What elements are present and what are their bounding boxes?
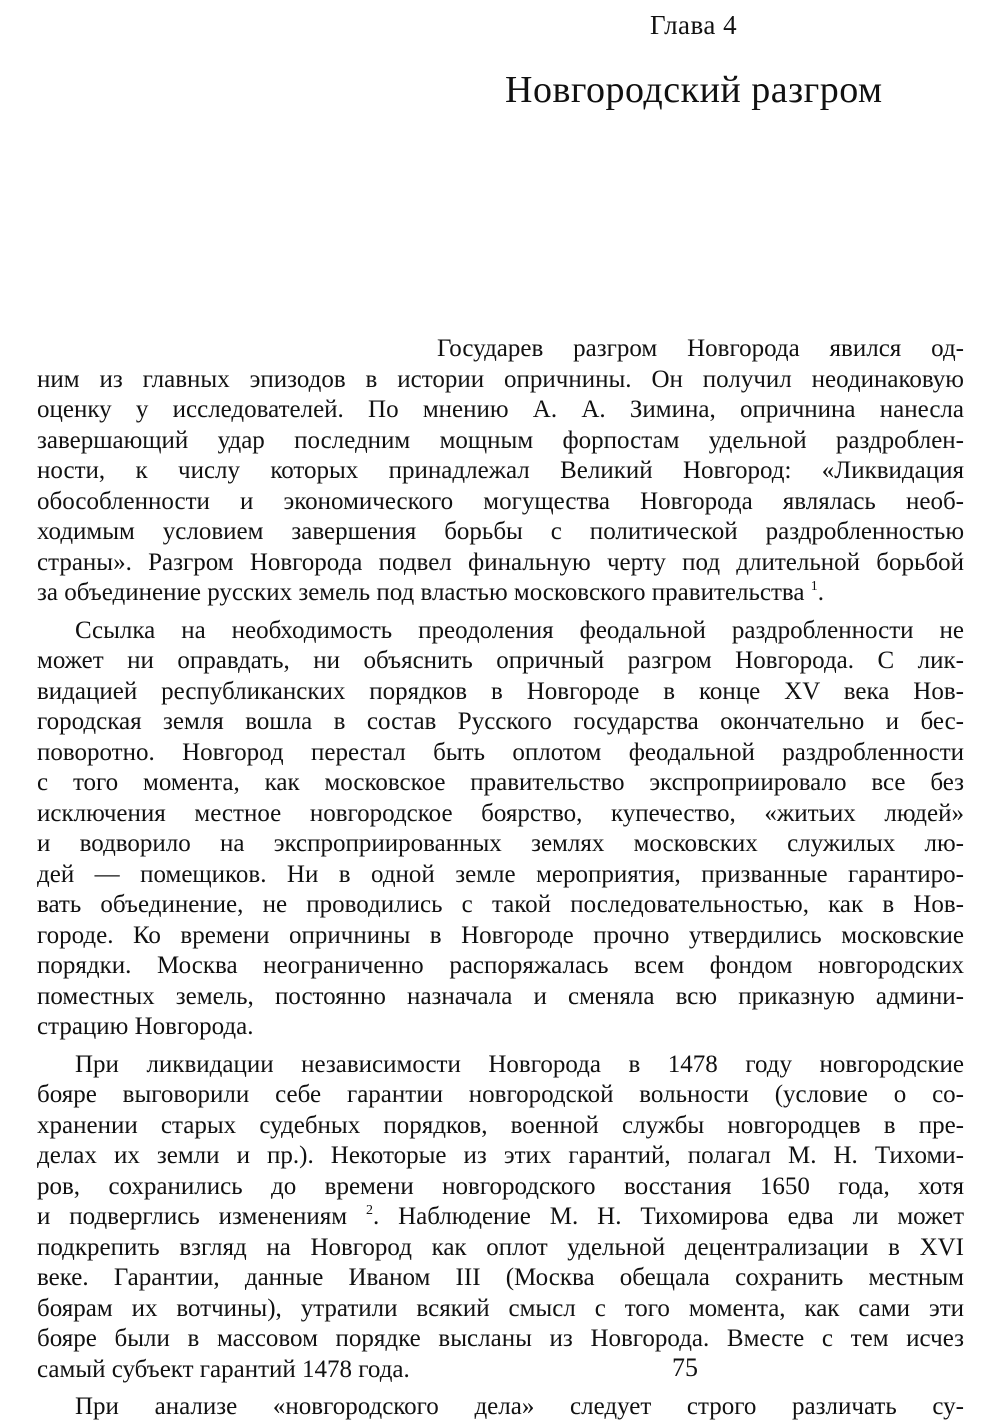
text-line: оценку у исследователей. По мнению А. А. Зимина, опричнина нанесла bbox=[37, 396, 964, 423]
text-line: делах их земли и пр.). Некоторые из этих гарантий, полагал М. Н. Тихоми- bbox=[37, 1142, 964, 1169]
text-line: и водворило на экспроприированных землях московских служилых лю- bbox=[37, 830, 964, 857]
paragraph-gap bbox=[37, 1385, 964, 1392]
text-line: ров, сохранились до времени новгородского восстания 1650 года, хотя bbox=[37, 1172, 964, 1200]
chapter-title: Новгородский разгром bbox=[505, 69, 883, 111]
text-fragment: за объединение русских земель под властью московского правительства bbox=[37, 579, 805, 606]
text-line: городе. Ко времени опричнины в Новгороде прочно утвердились московские bbox=[37, 921, 964, 949]
text-line: может ни оправдать, ни объяснить опричный разгром Новгорода. С лик- bbox=[37, 647, 964, 674]
text-line: бояре выговорили себе гарантии новгородской вольности (условие о со- bbox=[37, 1081, 964, 1108]
text-line: самый субъект гарантий 1478 года. bbox=[37, 1355, 410, 1383]
text-line: страцию Новгорода. bbox=[37, 1013, 254, 1040]
text-line: видацией республиканских порядков в Новгороде в конце XV века Нов- bbox=[37, 677, 964, 705]
paragraph-gap bbox=[37, 609, 964, 616]
text-line: При анализе «новгородского дела» следует строго различать су- bbox=[75, 1393, 964, 1420]
text-line: ним из главных эпизодов в истории опричнины. Он получил неодинаковую bbox=[37, 365, 964, 393]
text-fragment: . Наблюдение М. Н. Тихомирова едва ли может bbox=[372, 1203, 965, 1230]
text-line: подкрепить взгляд на Новгород как оплот удельной децентрализации в XVI bbox=[37, 1233, 964, 1261]
text-line: поворотно. Новгород перестал быть оплотом феодальной раздробленности bbox=[37, 738, 964, 766]
text-line: При ликвидации независимости Новгорода в 1478 году новгородские bbox=[75, 1050, 964, 1078]
text-line: дей — помещиков. Ни в одной земле мероприятия, призванные гарантиро- bbox=[37, 860, 964, 888]
text-line: хранении старых судебных порядков, военной службы новгородцев в пре- bbox=[37, 1111, 964, 1139]
text-fragment: и подверглись изменениям bbox=[37, 1203, 348, 1230]
text-line: ходимым условием завершения борьбы с политической раздробленностью bbox=[37, 518, 964, 545]
text-line: городская земля вошла в состав Русского государства окончательно и бес- bbox=[37, 708, 964, 735]
footnote-marker: 1 bbox=[810, 579, 818, 594]
text-line: поместных земель, постоянно назначала и сменяла всю приказную админи- bbox=[37, 982, 964, 1010]
chapter-label: Глава 4 bbox=[650, 10, 738, 40]
page-number: 75 bbox=[672, 1353, 698, 1382]
text-line: веке. Гарантии, данные Иваном III (Москва обещала сохранить местным bbox=[37, 1264, 964, 1291]
text-line: ности, к числу которых принадлежал Великий Новгород: «Ликвидация bbox=[37, 457, 964, 484]
text-line: Государев разгром Новгорода явился од- bbox=[437, 335, 964, 362]
text-line: бояре были в массовом порядке высланы из Новгорода. Вместе с тем исчез bbox=[37, 1325, 964, 1352]
text-line: Ссылка на необходимость преодоления феодальной раздробленности не bbox=[75, 616, 964, 644]
text-line: вать объединение, не проводились с такой последовательностью, как в Нов- bbox=[37, 891, 964, 918]
text-line: боярам их вотчины), утратили всякий смысл с того момента, как сами эти bbox=[37, 1294, 964, 1322]
text-line: за объединение русских земель под властью московского правительства $^1$. bbox=[37, 579, 824, 606]
text-line: завершающий удар последним мощным форпостам удельной раздроблен- bbox=[37, 426, 964, 454]
text-line: порядки. Москва неограниченно распоряжалась всем фондом новгородских bbox=[37, 952, 964, 979]
text-line: с того момента, как московское правительство экспроприировало все без bbox=[37, 769, 964, 796]
text-line: обособленности и экономического могущества Новгорода являлась необ- bbox=[37, 487, 964, 515]
footnote-marker: 2 bbox=[365, 1203, 373, 1218]
text-body bbox=[37, 334, 964, 1423]
text-line: исключения местное новгородское боярство, купечество, «житьих людей» bbox=[37, 799, 964, 827]
text-line bbox=[37, 1202, 964, 1233]
text-line: страны». Разгром Новгорода подвел финальную черту под длительной борьбой bbox=[37, 548, 964, 576]
paragraph-gap bbox=[37, 1043, 964, 1050]
